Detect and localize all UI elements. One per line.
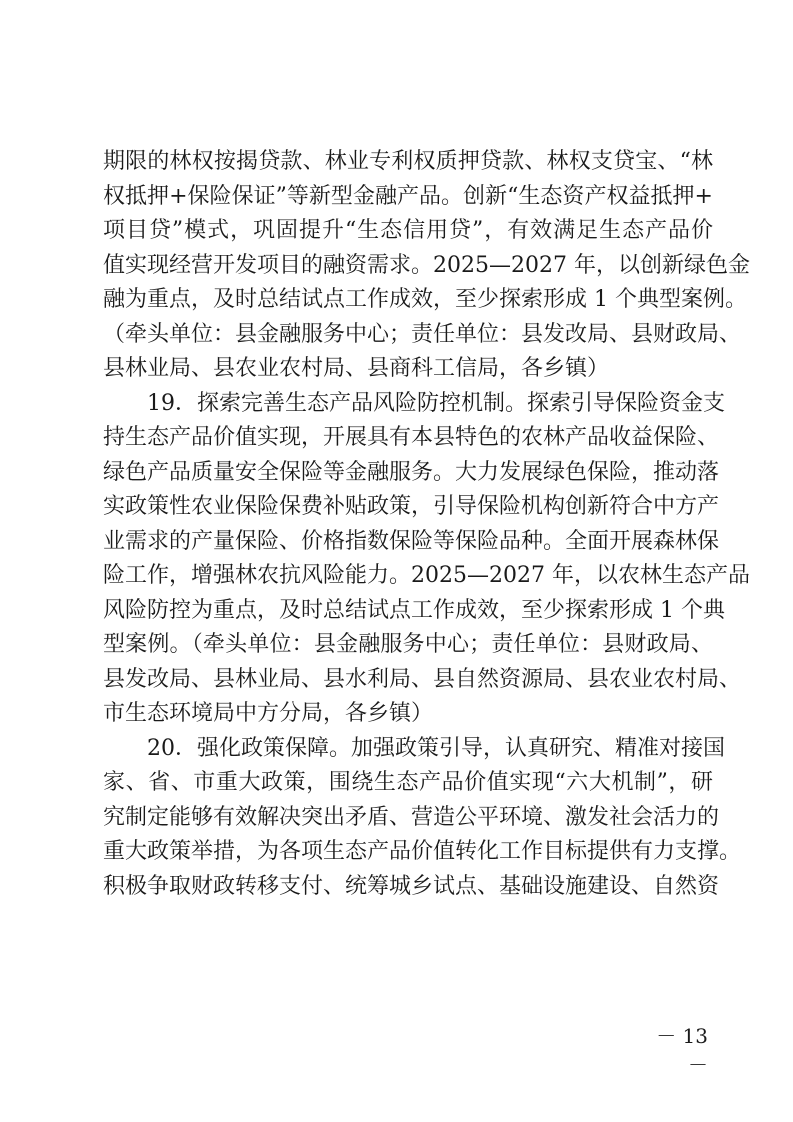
text-line: 期限的林权按揭贷款、林业专利权质押贷款、林权支贷宝、“林 xyxy=(103,149,713,174)
text-line: 家、省、市重大政策，围绕生态产品价值实现“六大机制”，研 xyxy=(103,770,713,795)
text-line: 项目贷”模式，巩固提升“生态信用贷”，有效满足生态产品价 xyxy=(103,218,713,243)
text-line: 融为重点，及时总结试点工作成效，至少探索形成 1 个典型案例。 xyxy=(103,287,747,312)
text-line: 县发改局、县林业局、县水利局、县自然资源局、县农业农村局、 xyxy=(103,666,742,692)
body-text xyxy=(103,145,750,904)
text-line: 险工作，增强林农抗风险能力。2025—2027 年，以农林生态产品 xyxy=(103,563,750,588)
text-line: 值实现经营开发项目的融资需求。2025—2027 年，以创新绿色金 xyxy=(103,252,750,278)
text-line: 究制定能够有效解决突出矛盾、营造公平环境、激发社会活力的 xyxy=(103,804,720,830)
text-line: 型案例。（牵头单位：县金融服务中心；责任单位：县财政局、 xyxy=(103,632,713,657)
text-line: 市生态环境局中方分局，各乡镇） xyxy=(103,701,434,726)
text-line: 实政策性农业保险保费补贴政策，引导保险机构创新符合中方产 xyxy=(103,494,720,519)
text-line: 县林业局、县农业农村局、县商科工信局，各乡镇） xyxy=(103,356,610,381)
text-line: 风险防控为重点，及时总结试点工作成效，至少探索形成 1 个典 xyxy=(103,597,725,623)
text-line: 积极争取财政转移支付、统筹城乡试点、基础设施建设、自然资 xyxy=(103,873,720,899)
text-line: 20．强化政策保障。加强政策引导，认真研究、精准对接国 xyxy=(103,735,725,761)
text-line: 权抵押+保险保证”等新型金融产品。创新“生态资产权益抵押+ xyxy=(103,183,713,209)
page-number: － 13 － xyxy=(656,1024,708,1077)
text-line: 重大政策举措，为各项生态产品价值转化工作目标提供有力支撑。 xyxy=(103,839,742,864)
text-line: 绿色产品质量安全保险等金融服务。大力发展绿色保险，推动落 xyxy=(103,459,720,485)
text-line: 19．探索完善生态产品风险防控机制。探索引导保险资金支 xyxy=(103,390,725,416)
text-line: （牵头单位：县金融服务中心；责任单位：县发改局、县财政局、 xyxy=(103,321,742,347)
text-line: 业需求的产量保险、价格指数保险等保险品种。全面开展森林保 xyxy=(103,528,720,554)
text-line: 持生态产品价值实现，开展具有本县特色的农林产品收益保险、 xyxy=(103,425,720,450)
